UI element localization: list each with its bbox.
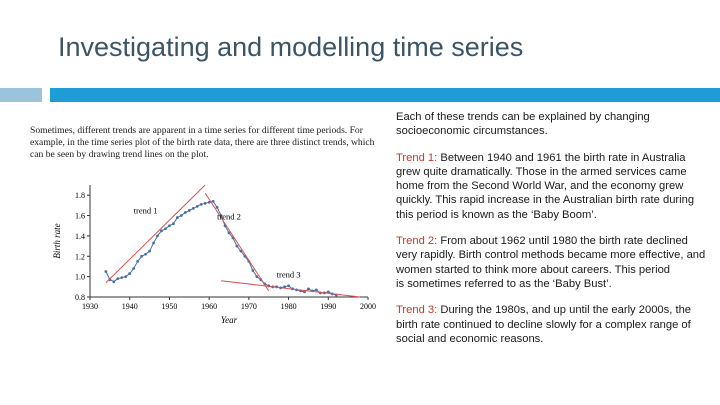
explanation-text <box>396 110 706 358</box>
trend1-label: Trend 1: <box>396 151 438 164</box>
x-ticks <box>82 297 376 311</box>
birth-rate-chart <box>30 175 376 335</box>
data-point <box>236 245 239 248</box>
x-tick-label: 1930 <box>82 302 98 311</box>
data-point <box>188 209 191 212</box>
data-point <box>184 211 187 214</box>
trend2-text-a: From about 1962 until 1980 the birth rate declined very rapidly. Birth control methods became more effective, and women started to think more about careers. This period <box>396 235 706 276</box>
data-point <box>132 267 135 270</box>
trend-line-2 <box>205 193 269 291</box>
y-tick-label: 1.8 <box>75 191 85 201</box>
data-point <box>172 222 175 225</box>
data-point <box>180 214 183 217</box>
x-tick-label: 1970 <box>240 302 257 311</box>
x-tick-label: 1980 <box>280 302 297 311</box>
trend-lines <box>106 185 360 297</box>
trend2-label: Trend 2: <box>396 235 438 248</box>
data-point <box>307 287 310 290</box>
data-point <box>116 277 119 280</box>
intro-text: Each of these trends can be explained by changing socioeconomic circumstances. <box>396 111 650 138</box>
data-point <box>160 229 163 232</box>
trend3-label: Trend 3: <box>396 304 438 317</box>
y-axis-label: Birth rate <box>52 223 62 259</box>
data-point <box>104 270 107 273</box>
y-ticks <box>75 191 90 302</box>
x-tick-label: 1950 <box>161 302 178 311</box>
trend-1-annotation: trend 1 <box>133 205 158 216</box>
data-point <box>128 272 131 275</box>
data-point <box>144 253 147 256</box>
y-tick-label: 1.0 <box>75 272 85 282</box>
x-tick-label: 1940 <box>121 302 138 311</box>
trend-line-3 <box>221 281 360 297</box>
trend3-text: During the 1980s, and up until the early 2000s, the birth rate continued to decline slowly for a complex range of social and economic reasons. <box>396 304 692 345</box>
trend1-text: Between 1940 and 1961 the birth rate in Australia grew quite dramatically. Those in the armed services came home from the Second World War, and the economy grew quickly. This rapid increase in the Australian birth rate during this period is known as the ‘Baby Boom’. <box>396 151 695 221</box>
chart-description: Sometimes, different trends are apparent in a time series for different time periods. For example, in the time series plot of the birth rate data, there are three distinct trends, which can be seen by drawing trend lines on the plot. <box>30 125 375 161</box>
trend1-paragraph <box>396 151 706 222</box>
data-point <box>287 284 290 287</box>
y-tick-label: 1.6 <box>75 211 85 221</box>
data-point <box>255 275 258 278</box>
data-point <box>152 242 155 245</box>
data-point <box>136 260 139 263</box>
accent-bar <box>50 88 720 102</box>
x-tick-label: 1990 <box>320 302 337 311</box>
data-point <box>124 275 127 278</box>
x-axis-label: Year <box>220 315 238 325</box>
data-point <box>164 227 167 230</box>
accent-bar-left <box>0 88 42 102</box>
data-point <box>196 205 199 208</box>
data-point <box>148 250 151 253</box>
data-point <box>176 216 179 219</box>
x-tick-label: 1960 <box>201 302 218 311</box>
data-point <box>156 235 159 238</box>
data-point <box>168 224 171 227</box>
data-point <box>192 207 195 210</box>
data-point <box>204 202 207 205</box>
trend3-paragraph <box>396 303 706 346</box>
x-tick-label: 2000 <box>360 302 376 311</box>
data-point <box>140 255 143 258</box>
y-tick-label: 1.4 <box>75 231 85 241</box>
intro-paragraph <box>396 110 706 139</box>
trend-3-annotation: trend 3 <box>276 269 301 280</box>
data-point <box>315 288 318 291</box>
data-point <box>216 206 219 209</box>
y-tick-label: 1.2 <box>75 252 85 262</box>
trend-2-annotation: trend 2 <box>217 211 241 222</box>
data-point <box>251 269 254 272</box>
trend2-text-b: is sometimes referred to as the ‘Baby Bust’. <box>396 277 612 290</box>
trend2-paragraph <box>396 234 706 291</box>
trend-line-1 <box>106 185 205 283</box>
data-point <box>200 203 203 206</box>
page-title: Investigating and modelling time series <box>58 32 524 62</box>
y-tick-label: 0.8 <box>75 293 85 302</box>
data-point <box>212 200 215 203</box>
data-point <box>112 280 115 283</box>
data-point <box>120 276 123 279</box>
